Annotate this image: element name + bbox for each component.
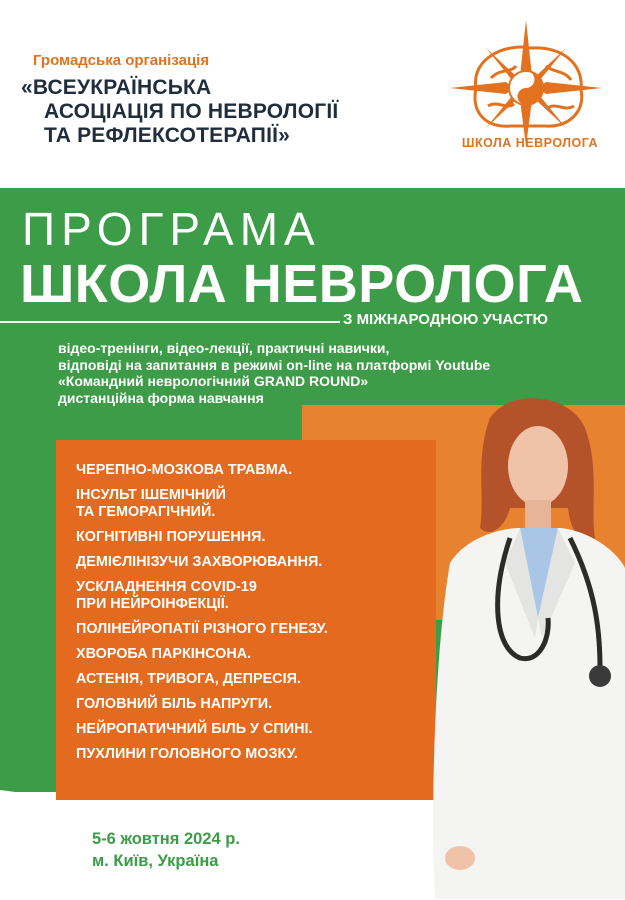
org-type: Громадська організація bbox=[33, 52, 210, 69]
org-name-line-1: «ВСЕУКРАЇНСЬКА bbox=[21, 76, 212, 99]
compass-brain-yin-yang-icon bbox=[436, 18, 616, 178]
topic-item: АСТЕНІЯ, ТРИВОГА, ДЕПРЕСІЯ. bbox=[76, 671, 301, 687]
topics-list bbox=[76, 462, 416, 771]
doctor-illustration bbox=[420, 388, 625, 899]
title-divider bbox=[0, 321, 340, 323]
org-name-line-3: ТА РЕФЛЕКСОТЕРАПІЇ» bbox=[44, 124, 290, 147]
topic-item: ДЕМІЄЛІНІЗУЧИ ЗАХВОРЮВАННЯ. bbox=[76, 554, 323, 570]
topic-item: ХВОРОБА ПАРКІНСОНА. bbox=[76, 646, 252, 662]
event-date: 5-6 жовтня 2024 р. bbox=[92, 830, 240, 848]
logo-text: ШКОЛА НЕВРОЛОГА bbox=[461, 136, 599, 150]
description-line: дистанційна форма навчання bbox=[58, 389, 264, 406]
program-subtitle: З МІЖНАРОДНОЮ УЧАСТЮ bbox=[343, 311, 548, 328]
description-line: «Командний неврологічний GRAND ROUND» bbox=[58, 373, 369, 389]
topic-item: ПУХЛИНИ ГОЛОВНОГО МОЗКУ. bbox=[76, 746, 298, 762]
topic-item: ГОЛОВНИЙ БІЛЬ НАПРУГИ. bbox=[76, 696, 273, 712]
description-line: відео-тренінги, відео-лекції, практичні навички, bbox=[58, 340, 390, 356]
topic-item: КОГНІТИВНІ ПОРУШЕННЯ. bbox=[76, 529, 266, 545]
org-name-line-2: АСОЦІАЦІЯ ПО НЕВРОЛОГІЇ bbox=[44, 100, 339, 123]
program-label: ПРОГРАМА bbox=[22, 203, 321, 255]
topic-item: ЧЕРЕПНО-МОЗКОВА ТРАВМА. bbox=[76, 462, 293, 478]
topic-item bbox=[76, 579, 416, 613]
event-place: м. Київ, Україна bbox=[92, 852, 219, 870]
description-line: відповіді на запитання в режимі on-line на платформі Youtube bbox=[58, 356, 491, 373]
topic-item bbox=[76, 487, 416, 521]
topic-item: ПОЛІНЕЙРОПАТІЇ РІЗНОГО ГЕНЕЗУ. bbox=[76, 621, 328, 637]
topic-text: ІНСУЛЬТ ІШЕМІЧНИЙ ТА ГЕМОРАГІЧНИЙ. bbox=[76, 487, 227, 520]
topic-text: УСКЛАДНЕННЯ COVID-19 ПРИ НЕЙРОІНФЕКЦІЇ. bbox=[76, 579, 257, 612]
topic-item: НЕЙРОПАТИЧНИЙ БІЛЬ У СПИНІ. bbox=[76, 721, 313, 737]
program-title: ШКОЛА НЕВРОЛОГА bbox=[20, 254, 584, 314]
